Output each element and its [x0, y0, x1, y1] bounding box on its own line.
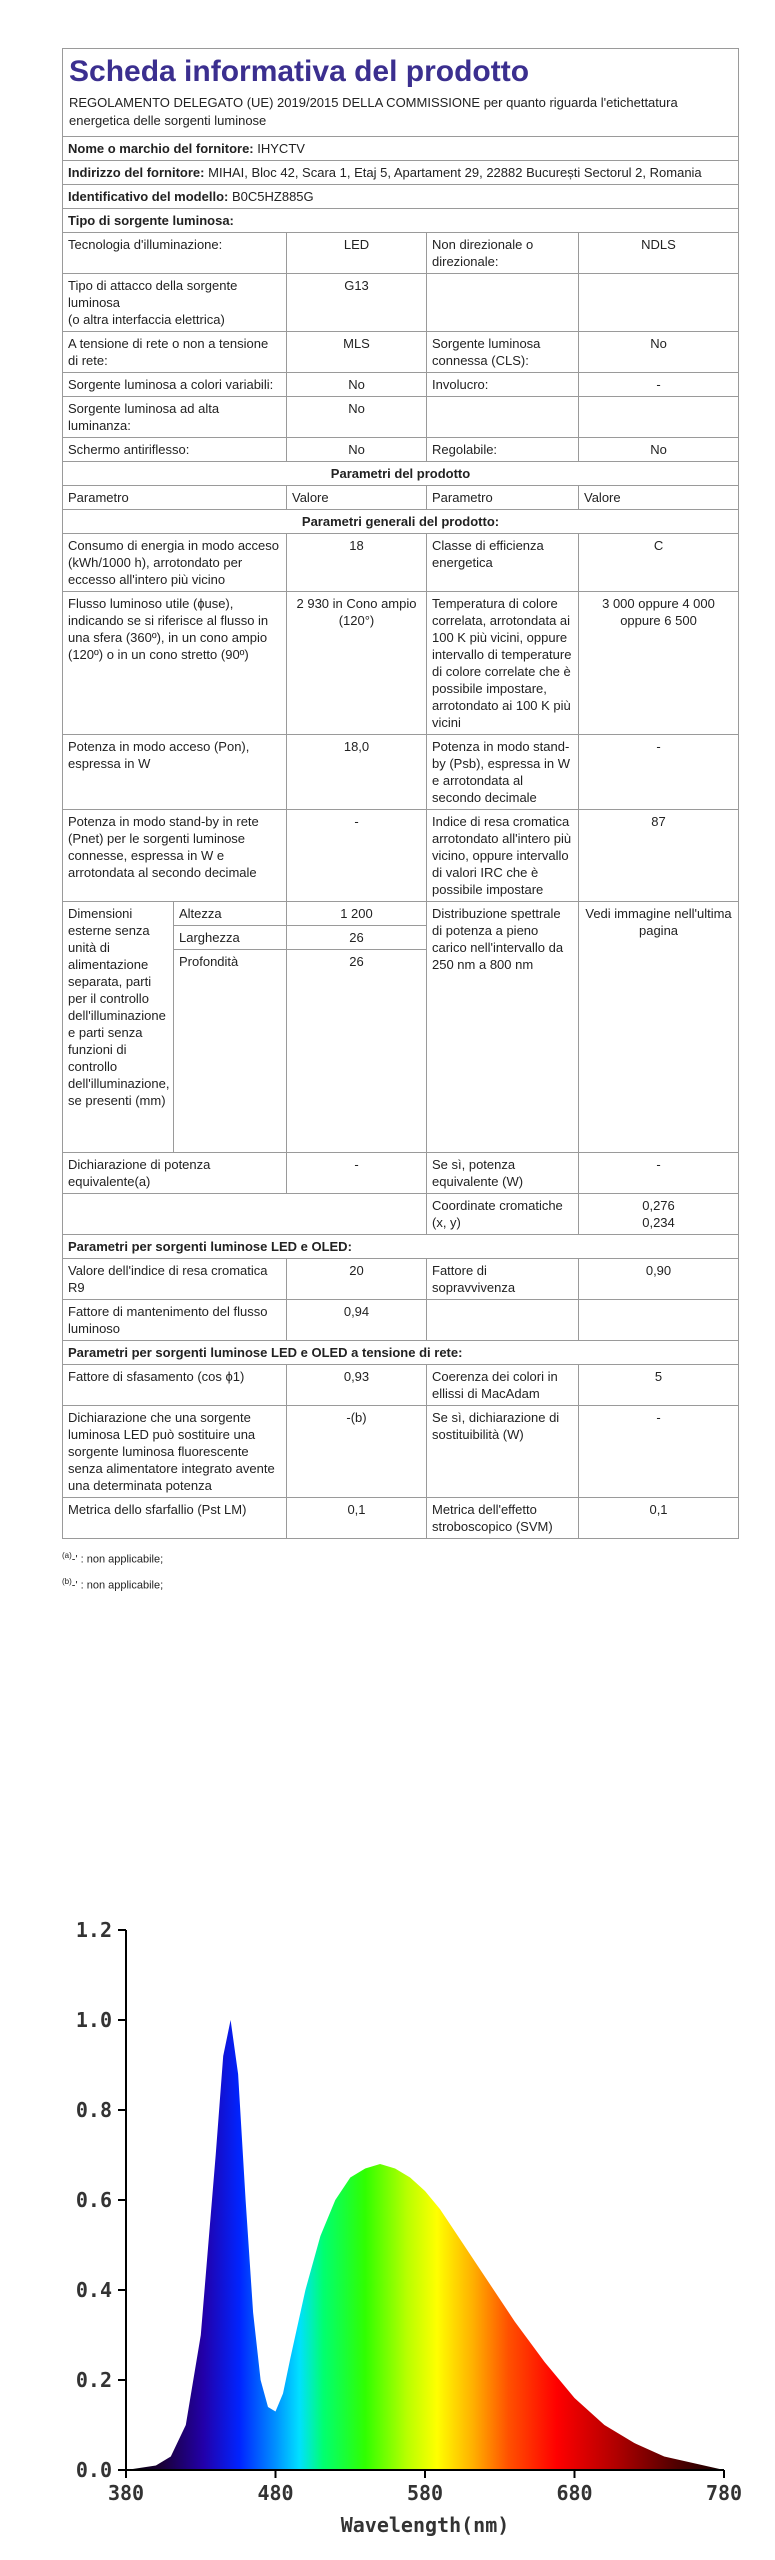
- nondir-value: NDLS: [579, 233, 739, 274]
- width-value: 26: [287, 926, 427, 950]
- power-factor-label: Fattore di sfasamento (cos ϕ1): [63, 1365, 287, 1406]
- product-params-heading: Parametri del prodotto: [63, 462, 739, 486]
- stroboscopic-label: Metrica dell'effetto stroboscopico (SVM): [427, 1498, 579, 1539]
- replacement-w-value: -: [579, 1406, 739, 1498]
- flicker-value: 0,1: [287, 1498, 427, 1539]
- y-tick-label: 0.6: [75, 2188, 112, 2212]
- standby-power-label: Potenza in modo stand-by (Psb), espressa in W e arrotondata al secondo decimale: [427, 735, 579, 810]
- envelope-value: -: [579, 373, 739, 397]
- source-type-heading: Tipo di sorgente luminosa:: [63, 209, 739, 233]
- empty-cell: [427, 274, 579, 332]
- replacement-claim-label: Dichiarazione che una sorgente luminosa LED può sostituire una sorgente luminosa fluorescente senza alimentatore integrato avente una determinata potenza: [63, 1406, 287, 1498]
- high-luminance-value: No: [287, 397, 427, 438]
- energy-class-value: C: [579, 534, 739, 592]
- equivalent-power-w-value: -: [579, 1153, 739, 1194]
- model-id-row: [63, 185, 739, 209]
- dimmable-value: No: [579, 438, 739, 462]
- mains-params-heading: Parametri per sorgenti luminose LED e OLED a tensione di rete:: [63, 1341, 739, 1365]
- on-mode-power-value: 18,0: [287, 735, 427, 810]
- height-value: 1 200: [287, 902, 427, 926]
- y-tick-label: 0.0: [75, 2458, 112, 2482]
- macadam-value: 5: [579, 1365, 739, 1406]
- flicker-label: Metrica dello sfarfallio (Pst LM): [63, 1498, 287, 1539]
- survival-factor-value: 0,90: [579, 1259, 739, 1300]
- y-tick-label: 0.4: [75, 2278, 112, 2302]
- product-information-sheet: [62, 48, 738, 1596]
- plot-area: [76, 1918, 742, 2537]
- luminous-flux-label: Flusso luminoso utile (ɸuse), indicando se si riferisce al flusso in una sfera (360º), in un cono ampio (120º) o in un cono stretto (90º): [63, 592, 287, 735]
- x-tick-label: 680: [556, 2481, 593, 2505]
- supplier-name-value: IHYCTV: [257, 141, 305, 156]
- empty-cell: [579, 1300, 739, 1341]
- column-header-value: Valore: [579, 486, 739, 510]
- lumen-maintenance-value: 0,94: [287, 1300, 427, 1341]
- footnote-b: [62, 1571, 738, 1597]
- mains-value: MLS: [287, 332, 427, 373]
- led-params-heading: Parametri per sorgenti luminose LED e OLED:: [63, 1235, 739, 1259]
- spd-label: Distribuzione spettrale di potenza a pieno carico nell'intervallo da 250 nm a 800 nm: [427, 902, 579, 1153]
- column-header-param: Parametro: [63, 486, 287, 510]
- luminous-flux-value: 2 930 in Cono ampio (120°): [287, 592, 427, 735]
- equivalent-power-label: Dichiarazione di potenza equivalente(a): [63, 1153, 287, 1194]
- chromaticity-y: 0,234: [642, 1215, 675, 1230]
- supplier-address-value: MIHAI, Bloc 42, Scara 1, Etaj 5, Apartament 29, 22882 București Sectorul 2, Romania: [208, 165, 702, 180]
- depth-label: Profondità: [174, 950, 287, 1153]
- supplier-address-label: Indirizzo del fornitore:: [68, 165, 205, 180]
- footnote-b-mark: (b): [62, 1576, 72, 1586]
- macadam-label: Coerenza dei colori in ellissi di MacAdam: [427, 1365, 579, 1406]
- cap-label: Tipo di attacco della sorgente luminosa (o altra interfaccia elettrica): [63, 274, 287, 332]
- model-id-value: B0C5HZ885G: [231, 189, 314, 204]
- y-tick-label: 1.0: [75, 2008, 112, 2032]
- r9-value: 20: [287, 1259, 427, 1300]
- cri-value: 87: [579, 810, 739, 902]
- footnote-a-mark: (a): [62, 1551, 72, 1560]
- product-sheet-table: [62, 48, 739, 1539]
- tech-value: LED: [287, 233, 427, 274]
- empty-cell: [427, 1300, 579, 1341]
- empty-cell: [579, 397, 739, 438]
- footnote-a: [62, 1545, 738, 1571]
- empty-cell: [427, 397, 579, 438]
- chromaticity-value: [579, 1194, 739, 1235]
- lumen-maintenance-label: Fattore di mantenimento del flusso luminoso: [63, 1300, 287, 1341]
- replacement-w-label: Se sì, dichiarazione di sostituibilità (W): [427, 1406, 579, 1498]
- network-standby-label: Potenza in modo stand-by in rete (Pnet) per le sorgenti luminose connesse, espressa in W e arrotondata al secondo decimale: [63, 810, 287, 902]
- x-tick-label: 780: [705, 2481, 743, 2505]
- empty-cell: [579, 274, 739, 332]
- r9-label: Valore dell'indice di resa cromatica R9: [63, 1259, 287, 1300]
- nondir-label: Non direzionale o direzionale:: [427, 233, 579, 274]
- x-axis-label: Wavelength(nm): [340, 2513, 510, 2537]
- supplier-name-row: [63, 137, 739, 161]
- standby-power-value: -: [579, 735, 739, 810]
- supplier-address-row: [63, 161, 739, 185]
- cct-label: Temperatura di colore correlata, arrotondata ai 100 K più vicini, oppure intervallo di temperature di colore correlate che è possibile impostare, arrotondato ai 100 K più vicini: [427, 592, 579, 735]
- chromaticity-label: Coordinate cromatiche (x, y): [427, 1194, 579, 1235]
- anti-glare-value: No: [287, 438, 427, 462]
- cct-value: 3 000 oppure 4 000 oppure 6 500: [579, 592, 739, 735]
- footnote-b-text: -' : non applicabile;: [71, 1579, 164, 1592]
- cap-value: G13: [287, 274, 427, 332]
- cls-label: Sorgente luminosa connessa (CLS):: [427, 332, 579, 373]
- x-tick-label: 580: [406, 2481, 444, 2505]
- colour-tunable-label: Sorgente luminosa a colori variabili:: [63, 373, 287, 397]
- cls-value: No: [579, 332, 739, 373]
- footnote-a-text: -' : non applicabile;: [71, 1553, 164, 1566]
- model-id-label: Identificativo del modello:: [68, 189, 229, 204]
- footnotes: [62, 1545, 738, 1596]
- tech-label: Tecnologia d'illuminazione:: [63, 233, 287, 274]
- supplier-name-label: Nome o marchio del fornitore:: [68, 141, 254, 156]
- dimensions-label: Dimensioni esterne senza unità di alimentazione separata, parti per il controllo dell'illuminazione e parti senza funzioni di controllo dell'illuminazione, se presenti (mm): [63, 902, 174, 1153]
- empty-cell: [63, 1194, 427, 1235]
- column-header-param: Parametro: [427, 486, 579, 510]
- y-tick-label: 1.2: [75, 1918, 112, 1942]
- sheet-title: Scheda informativa del prodotto: [69, 55, 530, 88]
- x-tick-label: 480: [257, 2481, 294, 2505]
- depth-value: 26: [287, 950, 427, 1153]
- chromaticity-x: 0,276: [642, 1198, 675, 1213]
- anti-glare-label: Schermo antiriflesso:: [63, 438, 287, 462]
- on-mode-power-label: Potenza in modo acceso (Pon), espressa in W: [63, 735, 287, 810]
- energy-consumption-value: 18: [287, 534, 427, 592]
- y-tick-label: 0.8: [75, 2098, 112, 2122]
- replacement-claim-value: -(b): [287, 1406, 427, 1498]
- high-luminance-label: Sorgente luminosa ad alta luminanza:: [63, 397, 287, 438]
- spectral-distribution-chart: [44, 1890, 744, 2550]
- height-label: Altezza: [174, 902, 287, 926]
- column-header-value: Valore: [287, 486, 427, 510]
- stroboscopic-value: 0,1: [579, 1498, 739, 1539]
- energy-class-label: Classe di efficienza energetica: [427, 534, 579, 592]
- equivalent-power-w-label: Se sì, potenza equivalente (W): [427, 1153, 579, 1194]
- general-params-heading: Parametri generali del prodotto:: [63, 510, 739, 534]
- regulation-text: REGOLAMENTO DELEGATO (UE) 2019/2015 DELLA COMMISSIONE per quanto riguarda l'etichettatura energetica delle sorgenti luminose: [69, 95, 678, 128]
- network-standby-value: -: [287, 810, 427, 902]
- spectrum-area: [126, 2020, 724, 2470]
- survival-factor-label: Fattore di sopravvivenza: [427, 1259, 579, 1300]
- energy-consumption-label: Consumo di energia in modo acceso (kWh/1000 h), arrotondato per eccesso all'intero più vicino: [63, 534, 287, 592]
- cri-label: Indice di resa cromatica arrotondato all'intero più vicino, oppure intervallo di valori IRC che è possibile impostare: [427, 810, 579, 902]
- x-tick-label: 380: [107, 2481, 145, 2505]
- y-tick-label: 0.2: [75, 2368, 112, 2392]
- spd-value: Vedi immagine nell'ultima pagina: [579, 902, 739, 1153]
- envelope-label: Involucro:: [427, 373, 579, 397]
- width-label: Larghezza: [174, 926, 287, 950]
- title-cell: [63, 49, 739, 137]
- equivalent-power-value: -: [287, 1153, 427, 1194]
- power-factor-value: 0,93: [287, 1365, 427, 1406]
- mains-label: A tensione di rete o non a tensione di rete:: [63, 332, 287, 373]
- colour-tunable-value: No: [287, 373, 427, 397]
- dimmable-label: Regolabile:: [427, 438, 579, 462]
